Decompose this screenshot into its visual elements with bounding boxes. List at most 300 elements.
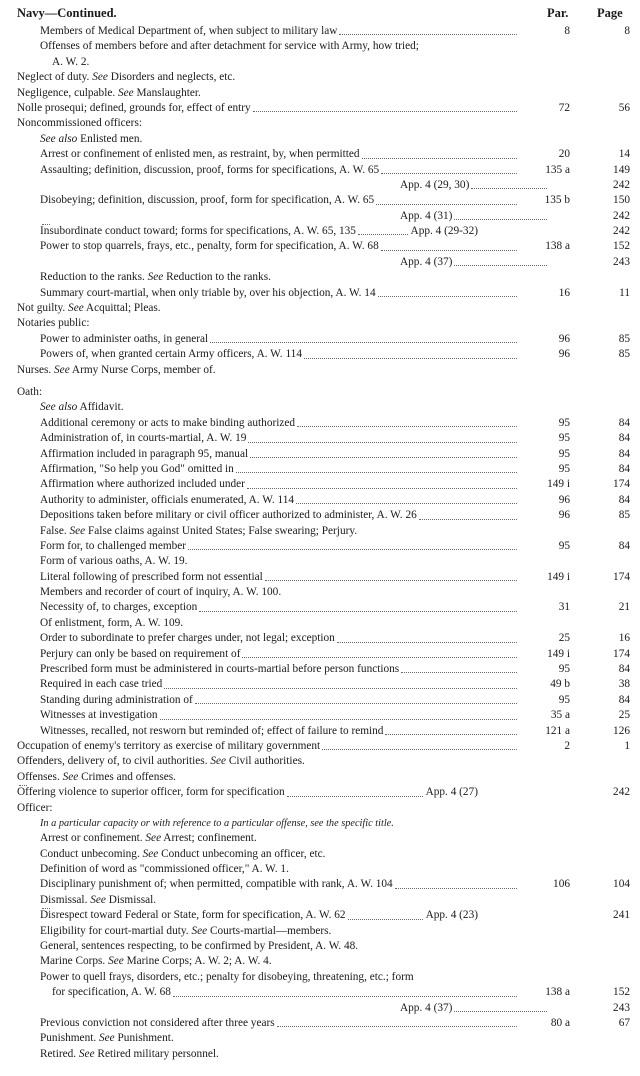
page-number: 11 <box>619 286 630 299</box>
entry-line <box>40 893 156 908</box>
entry-line <box>40 147 520 162</box>
paragraph-number: 95 <box>558 462 570 475</box>
entry-text: Witnesses at investigation <box>40 709 158 722</box>
entry-line <box>40 877 520 892</box>
entry-line <box>40 1031 174 1046</box>
dot-leader <box>236 462 517 473</box>
entry-text: Offenses of members before and after detachment for service with Army, how tried; <box>40 40 419 53</box>
entry-text: Perjury can only be based on requirement of <box>40 647 241 660</box>
entry-line <box>40 400 124 415</box>
index-entry <box>0 801 640 816</box>
entry-text: Eligibility for court-martial duty. See Courts-martial—members. <box>40 924 332 937</box>
dot-leader <box>381 239 517 250</box>
index-entry <box>0 693 640 708</box>
dot-leader <box>248 431 517 442</box>
index-entry <box>0 985 640 1000</box>
entry-line <box>40 831 257 846</box>
paragraph-number: 80 a <box>550 1017 570 1029</box>
page-number: 67 <box>618 1017 630 1029</box>
index-entry <box>0 647 640 662</box>
section-title: Navy—Continued. <box>17 6 117 20</box>
entry-line <box>52 985 520 1000</box>
entry-text: In a particular capacity or with reference to a particular offense, see the specific title. <box>40 817 394 829</box>
entry-text: Previous conviction not considered after three years <box>40 1017 275 1029</box>
paragraph-number: 95 <box>558 663 570 676</box>
entry-line <box>40 924 331 939</box>
entry-text: See also Affidavit. <box>40 401 124 414</box>
page-number: 84 <box>618 493 630 506</box>
dot-leader <box>247 477 517 488</box>
index-entry <box>0 954 640 969</box>
index-entry <box>0 24 640 39</box>
index-entry <box>0 39 640 54</box>
index-entry <box>0 908 640 923</box>
entry-text: Arrest or confinement. See Arrest; confinement. <box>40 832 257 845</box>
entry-text: Required in each case tried <box>40 678 163 691</box>
entry-text: Members of Medical Department of, when subject to military law <box>40 25 338 37</box>
appendix-ref: App. 4 (29, 30) <box>400 178 470 191</box>
entry-text: Conduct unbecoming. See Conduct unbecoming an officer, etc. <box>40 847 326 860</box>
page-number: 8 <box>624 25 630 37</box>
page-number: 84 <box>618 462 630 475</box>
entry-text: Nolle prosequi; defined, grounds for, effect of entry <box>17 101 251 114</box>
index-entry <box>0 616 640 631</box>
index-entry <box>0 724 640 739</box>
entry-text: Depositions taken before military or civil officer authorized to administer, A. W. 26 <box>40 509 417 522</box>
page-number: 21 <box>618 601 630 614</box>
entry-text: Power to stop quarrels, frays, etc., penalty, form for specification, A. W. 68 <box>40 240 379 253</box>
paragraph-number: 149 i <box>547 647 570 660</box>
dot-leader <box>401 662 517 673</box>
entry-line <box>17 770 176 785</box>
page-number: 150 <box>613 194 630 207</box>
index-entry <box>0 178 640 193</box>
entry-line <box>40 970 414 985</box>
entry-text: Disrespect toward Federal or State, form for specification, A. W. 62 <box>40 909 346 922</box>
appendix-ref: App. 4 (31) <box>400 209 453 222</box>
page-header <box>0 6 640 22</box>
paragraph-number: 95 <box>558 693 570 706</box>
page-number: 25 <box>618 709 630 722</box>
entry-text: Noncommissioned officers: <box>17 117 142 130</box>
index-entry <box>0 924 640 939</box>
index-entry <box>0 524 640 539</box>
entry-text: Notaries public: <box>17 317 90 330</box>
index-entry <box>0 270 640 285</box>
index-entry <box>0 447 640 462</box>
entry-text: General, sentences respecting, to be confirmed by President, A. W. 48. <box>40 940 359 953</box>
index-entry <box>0 939 640 954</box>
entry-line <box>40 39 419 54</box>
index-entry <box>0 224 640 239</box>
page-number: 243 <box>613 255 630 268</box>
page-number: 84 <box>618 693 630 706</box>
index-entry <box>0 877 640 892</box>
entry-text: Form for, to challenged member <box>40 539 187 552</box>
paragraph-number: 16 <box>558 286 570 299</box>
dot-leader <box>297 416 517 427</box>
page-number: 174 <box>613 570 630 583</box>
page-number: 84 <box>618 432 630 445</box>
page-number: 149 <box>613 163 630 176</box>
index-entry <box>0 147 640 162</box>
entry-line <box>40 477 520 492</box>
entry-text: Affirmation included in paragraph 95, manual <box>40 447 249 460</box>
entry-line <box>40 286 520 301</box>
index-entry <box>0 539 640 554</box>
entry-line <box>17 86 201 101</box>
entry-line <box>17 70 235 85</box>
dot-leader <box>195 693 517 704</box>
entry-text: Officer: <box>17 801 53 814</box>
dot-leader <box>188 539 517 550</box>
page-number: 104 <box>613 878 630 891</box>
paragraph-number: 135 b <box>544 194 570 207</box>
appendix-ref: App. 4 (29-32) <box>410 225 478 238</box>
index-entry <box>0 631 640 646</box>
page-number: 242 <box>613 178 630 191</box>
entry-text: Neglect of duty. See Disorders and neglects, etc. <box>17 71 236 84</box>
paragraph-number: 106 <box>553 878 570 891</box>
page-number: 84 <box>618 416 630 429</box>
entry-text: Witnesses, recalled, not resworn but reminded of; effect of failure to remind <box>40 724 384 737</box>
index-entry <box>0 301 640 316</box>
entry-line <box>40 908 478 923</box>
page-number: 85 <box>618 332 630 345</box>
dot-leader <box>358 224 408 235</box>
entry-line <box>40 847 325 862</box>
entry-line <box>17 739 520 754</box>
index-entry <box>0 55 640 70</box>
paragraph-number: 8 <box>564 25 570 37</box>
paragraph-number: 96 <box>558 509 570 522</box>
entry-text: False. See False claims against United States; False swearing; Perjury. <box>40 524 358 537</box>
entry-line <box>40 647 520 662</box>
appendix-ref: App. 4 (27) <box>425 786 478 799</box>
entry-line <box>40 493 520 508</box>
entry-text: Order to subordinate to prefer charges under, not legal; exception <box>40 632 335 645</box>
entry-line <box>40 631 520 646</box>
entry-line <box>17 754 305 769</box>
entry-text: Oath: <box>17 385 43 398</box>
page-column-header: Page <box>597 6 623 20</box>
index-entry <box>0 1001 640 1016</box>
paragraph-number: 95 <box>558 416 570 429</box>
paragraph-number: 2 <box>564 739 570 752</box>
entry-text: Marine Corps. See Marine Corps; A. W. 2; A. W. 4. <box>40 955 272 968</box>
dot-leader <box>395 877 517 888</box>
entry-line <box>40 462 520 477</box>
index-entry <box>0 132 640 147</box>
entry-text: Retired. See Retired military personnel. <box>40 1047 219 1060</box>
dot-leader <box>419 508 517 519</box>
entry-line <box>40 600 520 615</box>
page-number: 85 <box>618 348 630 361</box>
index-entry <box>0 163 640 178</box>
entry-text: Summary court-martial, when only triable by, over his objection, A. W. 14 <box>40 286 376 299</box>
dot-leader <box>253 101 517 112</box>
index-entry <box>0 554 640 569</box>
paragraph-number: 35 a <box>550 709 570 722</box>
paragraph-number: 135 a <box>545 163 570 176</box>
entry-line <box>17 101 520 116</box>
entry-text: Offering violence to superior officer, form for specification <box>17 786 285 799</box>
dot-leader <box>376 193 517 204</box>
entry-text: Literal following of prescribed form not essential <box>40 570 263 583</box>
index-entry <box>0 785 640 800</box>
entry-line <box>40 163 520 178</box>
index-entry <box>0 708 640 723</box>
index-entry <box>0 770 640 785</box>
entry-line <box>17 385 42 400</box>
paragraph-number: 149 i <box>547 570 570 583</box>
index-entry <box>0 677 640 692</box>
entry-text: Offenses. See Crimes and offenses. <box>17 770 176 783</box>
dot-leader <box>287 785 423 796</box>
paragraph-number: 96 <box>558 348 570 361</box>
paragraph-number: 95 <box>558 447 570 460</box>
entry-text: Punishment. See Punishment. <box>40 1032 174 1045</box>
appendix-ref: App. 4 (37) <box>400 1001 453 1014</box>
entry-line <box>40 954 272 969</box>
entry-line <box>40 585 281 600</box>
entry-text: Form of various oaths, A. W. 19. <box>40 555 188 568</box>
entry-line <box>40 224 478 239</box>
dot-leader <box>210 332 517 343</box>
index-entry <box>0 662 640 677</box>
dot-leader <box>277 1016 517 1027</box>
appendix-ref: App. 4 (37) <box>400 255 453 268</box>
index-entry <box>0 570 640 585</box>
dot-leader <box>322 739 517 750</box>
entry-text: Members and recorder of court of inquiry, A. W. 100. <box>40 586 282 599</box>
entry-text: Disobeying; definition, discussion, proof, form for specification, A. W. 65 <box>40 194 375 207</box>
entry-text: Definition of word as "commissioned officer," A. W. 1. <box>40 863 289 876</box>
page-number: 243 <box>613 1001 630 1014</box>
dot-leader <box>339 24 517 35</box>
entry-text: Administration of, in courts-martial, A. W. 19 <box>40 432 247 445</box>
entry-text: Offenders, delivery of, to civil authorities. See Civil authorities. <box>17 755 305 768</box>
paragraph-number: 96 <box>558 493 570 506</box>
appendix-ref-line <box>400 1001 550 1016</box>
dot-leader <box>304 347 517 358</box>
entry-line <box>40 416 520 431</box>
entry-line <box>52 55 89 70</box>
page-number: 16 <box>618 632 630 645</box>
paragraph-number: 72 <box>558 101 570 114</box>
index-entry <box>0 101 640 116</box>
page-number: 242 <box>613 209 630 222</box>
entry-text: Reduction to the ranks. See Reduction to the ranks. <box>40 271 271 284</box>
entry-line <box>40 662 520 677</box>
dot-leader <box>160 708 517 719</box>
entry-text: Necessity of, to charges, exception <box>40 601 198 614</box>
page-number: 174 <box>613 647 630 660</box>
entry-line <box>40 447 520 462</box>
entry-text: Additional ceremony or acts to make binding authorized <box>40 416 296 429</box>
entry-text: Occupation of enemy's territory as exercise of military government <box>17 739 321 752</box>
entry-text: Standing during administration of <box>40 693 193 706</box>
entry-text: Negligence, culpable. See Manslaughter. <box>17 86 201 99</box>
page-number: 14 <box>618 148 630 161</box>
paragraph-number: 121 a <box>545 724 570 737</box>
page-number: 126 <box>613 724 630 737</box>
dot-leader <box>454 1001 547 1012</box>
page-number: 241 <box>613 909 630 922</box>
dot-leader <box>385 724 517 735</box>
entry-line <box>40 24 520 39</box>
index-entry <box>0 493 640 508</box>
appendix-ref-line <box>400 209 550 224</box>
index-entry <box>0 363 640 378</box>
index-entry <box>0 508 640 523</box>
entry-line <box>17 801 53 816</box>
dot-leader <box>265 570 517 581</box>
paragraph-number: 149 i <box>547 478 570 491</box>
dot-leader <box>337 631 517 642</box>
dot-leader <box>173 985 517 996</box>
page-number: 152 <box>613 240 630 253</box>
entry-text: Power to administer oaths, in general <box>40 332 209 345</box>
dot-leader <box>250 447 517 458</box>
entry-text: Prescribed form must be administered in courts-martial before person functions <box>40 663 400 676</box>
dot-leader <box>348 908 423 919</box>
paragraph-number: 96 <box>558 332 570 345</box>
entry-text: Affirmation, "So help you God" omitted in <box>40 462 234 475</box>
entry-line <box>40 570 520 585</box>
entry-line <box>17 785 478 800</box>
page-number: 38 <box>618 678 630 691</box>
entry-line <box>40 693 520 708</box>
index-entry <box>0 286 640 301</box>
entry-line <box>40 816 394 831</box>
index-entry <box>0 70 640 85</box>
index-entry <box>0 116 640 131</box>
index-entry <box>0 385 640 400</box>
entry-text: Power to quell frays, disorders, etc.; penalty for disobeying, threatening, etc.; form <box>40 970 414 983</box>
index-entry <box>0 332 640 347</box>
index-entry <box>0 255 640 270</box>
entry-line <box>40 347 520 362</box>
appendix-ref: App. 4 (23) <box>425 909 478 922</box>
index-entry <box>0 431 640 446</box>
entry-text: Affirmation where authorized included under <box>40 478 245 491</box>
entry-text: Insubordinate conduct toward; forms for specifications, A. W. 65, 135 <box>40 225 356 238</box>
index-entry <box>0 477 640 492</box>
entry-text: Arrest or confinement of enlisted men, as restraint, by, when permitted <box>40 148 360 161</box>
paragraph-number: 31 <box>558 601 570 614</box>
index-entry <box>0 970 640 985</box>
entry-line <box>40 708 520 723</box>
entry-line <box>40 431 520 446</box>
index-entry <box>0 862 640 877</box>
entry-line <box>40 193 520 208</box>
page-number: 84 <box>618 663 630 676</box>
index-entry <box>0 209 640 224</box>
entry-text: Powers of, when granted certain Army officers, A. W. 114 <box>40 348 302 361</box>
entry-text: Authority to administer, officials enumerated, A. W. 114 <box>40 493 294 506</box>
dot-leader <box>164 677 517 688</box>
dot-leader <box>454 209 547 220</box>
entry-text: for specification, A. W. 68 <box>52 986 171 999</box>
entry-line <box>40 1016 520 1031</box>
dot-leader <box>454 255 547 266</box>
index-entry <box>0 416 640 431</box>
entry-line <box>40 270 271 285</box>
index-entry <box>0 600 640 615</box>
entry-line <box>40 677 520 692</box>
dot-leader <box>296 493 517 504</box>
page-number: 56 <box>618 101 630 114</box>
index-entry <box>0 1031 640 1046</box>
dot-leader <box>471 178 547 189</box>
index-entry <box>0 893 640 908</box>
entry-line <box>17 301 161 316</box>
entry-text: See also Enlisted men. <box>40 132 143 145</box>
entry-text: Dismissal. See Dismissal. <box>40 893 157 906</box>
paragraph-number: 138 a <box>545 986 570 999</box>
entry-text: Of enlistment, form, A. W. 109. <box>40 616 184 629</box>
entry-line <box>17 316 89 331</box>
dot-leader <box>242 647 517 658</box>
entry-text: Not guilty. See Acquittal; Pleas. <box>17 302 161 315</box>
index-entries <box>0 24 640 1062</box>
paragraph-number: 138 a <box>545 240 570 253</box>
page-number: 152 <box>613 986 630 999</box>
index-entry <box>0 739 640 754</box>
index-entry <box>0 816 640 831</box>
index-entry <box>0 831 640 846</box>
entry-line <box>17 363 216 378</box>
appendix-ref-line <box>400 255 550 270</box>
entry-text: Assaulting; definition, discussion, proof, forms for specifications, A. W. 65 <box>40 163 380 176</box>
entry-line <box>40 332 520 347</box>
entry-line <box>40 616 183 631</box>
page-number: 84 <box>618 539 630 552</box>
entry-line <box>40 524 357 539</box>
index-entry <box>0 239 640 254</box>
par-column-header: Par. <box>547 6 569 20</box>
index-entry <box>0 847 640 862</box>
paragraph-number: 25 <box>558 632 570 645</box>
entry-line <box>40 724 520 739</box>
index-entry <box>0 347 640 362</box>
page-number: 174 <box>613 478 630 491</box>
dot-leader <box>381 163 517 174</box>
entry-line <box>40 554 188 569</box>
entry-text: Nurses. See Army Nurse Corps, member of. <box>17 363 216 376</box>
dot-leader <box>199 600 517 611</box>
entry-line <box>40 239 520 254</box>
dot-leader <box>378 286 517 297</box>
entry-line <box>40 539 520 554</box>
entry-line <box>40 939 358 954</box>
page-number: 1 <box>624 739 630 752</box>
page-number: 242 <box>613 786 630 799</box>
entry-line <box>17 116 142 131</box>
index-entry <box>0 585 640 600</box>
entry-text: Disciplinary punishment of; when permitted, compatible with rank, A. W. 104 <box>40 878 393 891</box>
entry-line <box>40 508 520 523</box>
index-entry <box>0 1047 640 1062</box>
dot-leader <box>362 147 517 158</box>
index-entry <box>0 316 640 331</box>
paragraph-number: 95 <box>558 432 570 445</box>
entry-line <box>40 1047 219 1062</box>
index-entry <box>0 400 640 415</box>
index-entry <box>0 193 640 208</box>
index-entry <box>0 86 640 101</box>
